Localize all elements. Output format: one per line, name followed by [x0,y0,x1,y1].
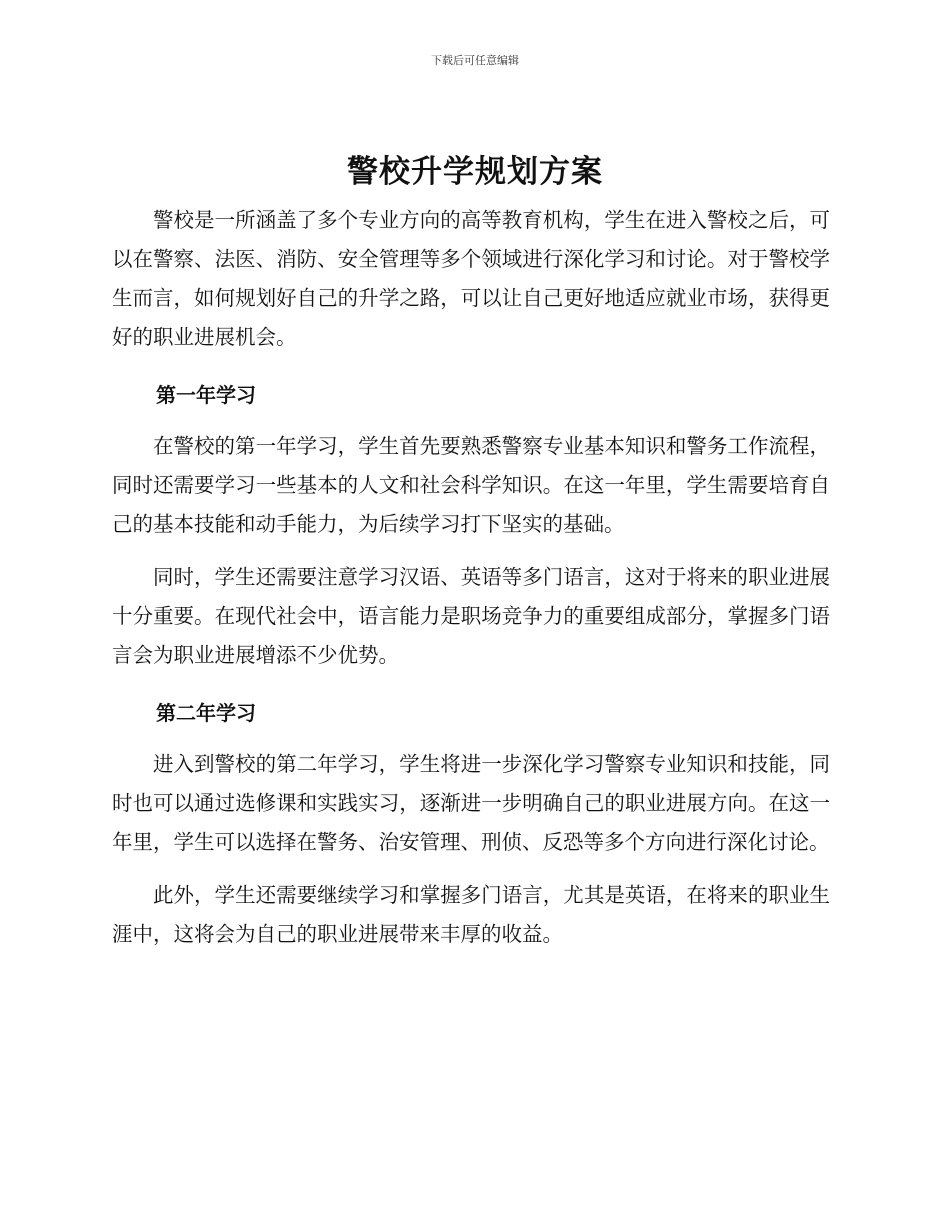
section-paragraph: 在警校的第一年学习，学生首先要熟悉警察专业基本知识和警务工作流程，同时还需要学习一些基本的人文和社会科学知识。在这一年里，学生需要培育自己的基本技能和动手能力，为后续学习打下坚实的基础。 [112,434,830,536]
section-paragraph: 同时，学生还需要注意学习汉语、英语等多门语言，这对于将来的职业进展十分重要。在现代社会中，语言能力是职场竞争力的重要组成部分，掌握多门语言会为职业进展增添不少优势。 [112,565,830,667]
section-paragraph: 进入到警校的第二年学习，学生将进一步深化学习警察专业知识和技能，同时也可以通过选修课和实践实习，逐渐进一步明确自己的职业进展方向。在这一年里，学生可以选择在警务、治安管理、刑侦、反恐等多个方向进行深化讨论。 [112,752,830,854]
document-body [112,201,830,954]
header-note: 下载后可任意编辑 [431,54,519,67]
section-heading-year-two: 第二年学习 [156,701,256,725]
intro-paragraph: 警校是一所涵盖了多个专业方向的高等教育机构，学生在进入警校之后，可以在警察、法医、消防、安全管理等多个领域进行深化学习和讨论。对于警校学生而言，如何规划好自己的升学之路，可以让自己更好地适应就业市场，获得更好的职业进展机会。 [112,208,830,349]
section-paragraph: 此外，学生还需要继续学习和掌握多门语言，尤其是英语，在将来的职业生涯中，这将会为自己的职业进展带来丰厚的收益。 [112,883,830,946]
section-heading-year-one: 第一年学习 [156,383,256,407]
document-title: 警校升学规划方案 [347,154,603,190]
